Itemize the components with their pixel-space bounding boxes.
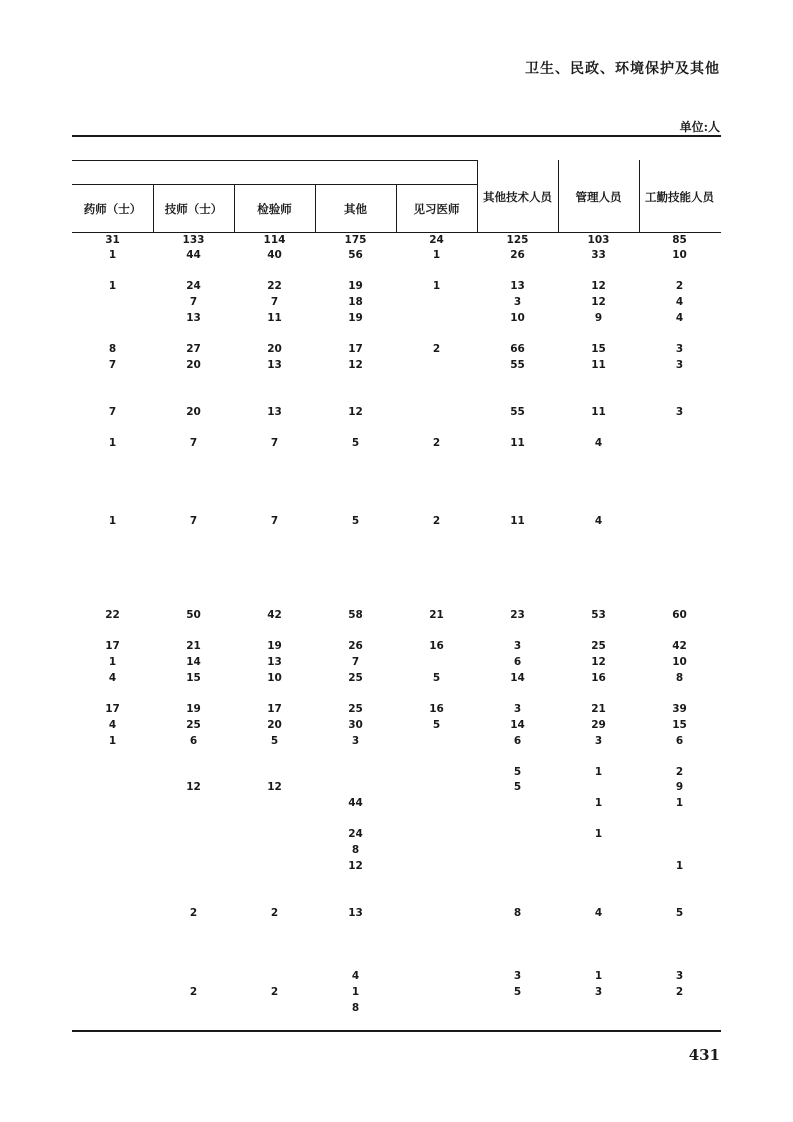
- table-cell: 1: [108, 656, 117, 668]
- table-cell: 7: [108, 359, 117, 371]
- table-cell: 13: [267, 406, 282, 418]
- table-cell: 5: [513, 766, 522, 778]
- table-cell: 2: [189, 907, 198, 919]
- table-cell: 133: [182, 234, 205, 246]
- table-cell: 1: [594, 766, 603, 778]
- table-cell: 3: [675, 343, 684, 355]
- table-cell: 42: [267, 609, 282, 621]
- table-cell: 6: [513, 656, 522, 668]
- table-cell: 1: [432, 280, 441, 292]
- table-cell: 56: [348, 249, 363, 261]
- table-cell: 12: [591, 656, 606, 668]
- table-cell: 6: [189, 735, 198, 747]
- table-cell: 27: [186, 343, 201, 355]
- table-cell: 12: [591, 280, 606, 292]
- table-cell: 8: [675, 672, 684, 684]
- table-cell: 26: [510, 249, 525, 261]
- table-cell: 2: [432, 437, 441, 449]
- table-cell: 12: [348, 860, 363, 872]
- table-cell: 5: [432, 719, 441, 731]
- table-cell: 10: [672, 249, 687, 261]
- table-cell: 19: [267, 640, 282, 652]
- table-cell: 2: [189, 986, 198, 998]
- table-cell: 12: [348, 406, 363, 418]
- table-cell: 12: [186, 781, 201, 793]
- table-cell: 11: [510, 437, 525, 449]
- table-cell: 13: [186, 312, 201, 324]
- table-cell: 53: [591, 609, 606, 621]
- table-cell: 12: [591, 296, 606, 308]
- table-cell: 5: [513, 986, 522, 998]
- table-cell: 25: [591, 640, 606, 652]
- table-cell: 1: [594, 828, 603, 840]
- table-cell: 4: [351, 970, 360, 982]
- table-cell: 4: [594, 907, 603, 919]
- table-cell: 5: [351, 437, 360, 449]
- table-cell: 50: [186, 609, 201, 621]
- table-cell: 4: [594, 437, 603, 449]
- table-cell: 11: [510, 515, 525, 527]
- table-cell: 1: [675, 797, 684, 809]
- table-cell: 10: [672, 656, 687, 668]
- table-cell: 3: [351, 735, 360, 747]
- table-cell: 4: [675, 312, 684, 324]
- table-cell: 21: [591, 703, 606, 715]
- table-cell: 7: [270, 437, 279, 449]
- table-cell: 5: [675, 907, 684, 919]
- table-cell: 3: [675, 406, 684, 418]
- table-cell: 11: [591, 359, 606, 371]
- table-cell: 175: [344, 234, 367, 246]
- table-cell: 4: [108, 719, 117, 731]
- table-cell: 4: [108, 672, 117, 684]
- table-cell: 8: [513, 907, 522, 919]
- table-cell: 1: [108, 249, 117, 261]
- table-cell: 5: [351, 515, 360, 527]
- table-cell: 9: [594, 312, 603, 324]
- table-cell: 3: [513, 296, 522, 308]
- table-cell: 15: [186, 672, 201, 684]
- table-cell: 24: [348, 828, 363, 840]
- chapter-title: 卫生、民政、环境保护及其他: [525, 61, 720, 77]
- table-cell: 11: [267, 312, 282, 324]
- table-cell: 25: [348, 703, 363, 715]
- table-cell: 23: [510, 609, 525, 621]
- table-cell: 60: [672, 609, 687, 621]
- table-cell: 20: [186, 359, 201, 371]
- table-cell: 10: [510, 312, 525, 324]
- table-cell: 17: [348, 343, 363, 355]
- table-cell: 6: [513, 735, 522, 747]
- table-cell: 55: [510, 406, 525, 418]
- table-cell: 13: [267, 656, 282, 668]
- table-cell: 17: [105, 703, 120, 715]
- table-cell: 7: [270, 296, 279, 308]
- table-cell: 9: [675, 781, 684, 793]
- table-cell: 7: [189, 296, 198, 308]
- table-cell: 33: [591, 249, 606, 261]
- table-cell: 8: [108, 343, 117, 355]
- table-cell: 5: [432, 672, 441, 684]
- table-cell: 1: [351, 986, 360, 998]
- column-header: 技师（士）: [164, 202, 223, 216]
- table-cell: 1: [108, 437, 117, 449]
- table-cell: 2: [675, 986, 684, 998]
- table-cell: 6: [675, 735, 684, 747]
- table-cell: 2: [432, 343, 441, 355]
- table-cell: 85: [672, 234, 687, 246]
- table-cell: 31: [105, 234, 120, 246]
- table-cell: 1: [108, 280, 117, 292]
- table-cell: 66: [510, 343, 525, 355]
- table-cell: 58: [348, 609, 363, 621]
- table-cell: 7: [189, 437, 198, 449]
- column-header: 见习医师: [413, 202, 460, 216]
- table-cell: 5: [513, 781, 522, 793]
- column-header: 其他技术人员: [483, 190, 552, 204]
- table-cell: 44: [348, 797, 363, 809]
- table-bottom-rule: [72, 1030, 721, 1032]
- table-cell: 4: [594, 515, 603, 527]
- column-header: 检验师: [257, 202, 292, 216]
- table-cell: 21: [429, 609, 444, 621]
- table-cell: 3: [513, 640, 522, 652]
- table-cell: 2: [675, 280, 684, 292]
- column-header: 其他: [344, 202, 367, 216]
- table-cell: 7: [189, 515, 198, 527]
- table-cell: 1: [108, 735, 117, 747]
- table-cell: 5: [270, 735, 279, 747]
- table-cell: 8: [351, 1002, 360, 1014]
- header-subgroup-rule: [72, 184, 477, 185]
- table-cell: 16: [591, 672, 606, 684]
- table-cell: 24: [429, 234, 444, 246]
- table-cell: 39: [672, 703, 687, 715]
- table-cell: 3: [513, 703, 522, 715]
- table-cell: 7: [351, 656, 360, 668]
- unit-label: 单位:人: [679, 120, 720, 134]
- table-cell: 2: [270, 986, 279, 998]
- table-cell: 114: [263, 234, 286, 246]
- table-cell: 16: [429, 703, 444, 715]
- table-cell: 20: [267, 343, 282, 355]
- table-cell: 1: [432, 249, 441, 261]
- table-cell: 4: [675, 296, 684, 308]
- header-group-rule: [72, 160, 477, 161]
- column-header: 管理人员: [575, 190, 622, 204]
- table-cell: 2: [675, 766, 684, 778]
- table-cell: 17: [105, 640, 120, 652]
- table-cell: 25: [186, 719, 201, 731]
- table-cell: 16: [429, 640, 444, 652]
- table-cell: 29: [591, 719, 606, 731]
- table-cell: 3: [594, 986, 603, 998]
- table-cell: 55: [510, 359, 525, 371]
- table-cell: 19: [348, 280, 363, 292]
- table-cell: 2: [270, 907, 279, 919]
- table-cell: 17: [267, 703, 282, 715]
- table-cell: 11: [591, 406, 606, 418]
- table-cell: 40: [267, 249, 282, 261]
- table-cell: 44: [186, 249, 201, 261]
- table-cell: 2: [432, 515, 441, 527]
- table-cell: 1: [108, 515, 117, 527]
- page-number: 431: [688, 1046, 720, 1064]
- table-cell: 12: [267, 781, 282, 793]
- table-cell: 13: [267, 359, 282, 371]
- table-cell: 14: [510, 672, 525, 684]
- column-header: 药师（士）: [83, 202, 142, 216]
- table-cell: 1: [594, 797, 603, 809]
- table-cell: 18: [348, 296, 363, 308]
- table-cell: 14: [510, 719, 525, 731]
- table-cell: 13: [348, 907, 363, 919]
- table-cell: 22: [105, 609, 120, 621]
- table-cell: 3: [675, 359, 684, 371]
- table-cell: 3: [675, 970, 684, 982]
- table-top-rule: [72, 135, 721, 137]
- table-cell: 26: [348, 640, 363, 652]
- table-cell: 20: [267, 719, 282, 731]
- table-cell: 8: [351, 844, 360, 856]
- table-cell: 7: [270, 515, 279, 527]
- table-cell: 42: [672, 640, 687, 652]
- table-cell: 1: [675, 860, 684, 872]
- table-cell: 19: [186, 703, 201, 715]
- table-cell: 22: [267, 280, 282, 292]
- table-cell: 15: [591, 343, 606, 355]
- table-cell: 1: [594, 970, 603, 982]
- table-cell: 21: [186, 640, 201, 652]
- table-cell: 125: [506, 234, 529, 246]
- table-cell: 7: [108, 406, 117, 418]
- table-cell: 10: [267, 672, 282, 684]
- table-cell: 103: [587, 234, 610, 246]
- column-header: 工勤技能人员: [645, 190, 714, 204]
- table-cell: 24: [186, 280, 201, 292]
- table-cell: 3: [513, 970, 522, 982]
- table-cell: 14: [186, 656, 201, 668]
- table-cell: 12: [348, 359, 363, 371]
- table-cell: 13: [510, 280, 525, 292]
- table-cell: 3: [594, 735, 603, 747]
- table-cell: 25: [348, 672, 363, 684]
- table-cell: 30: [348, 719, 363, 731]
- table-cell: 19: [348, 312, 363, 324]
- table-cell: 15: [672, 719, 687, 731]
- table-cell: 20: [186, 406, 201, 418]
